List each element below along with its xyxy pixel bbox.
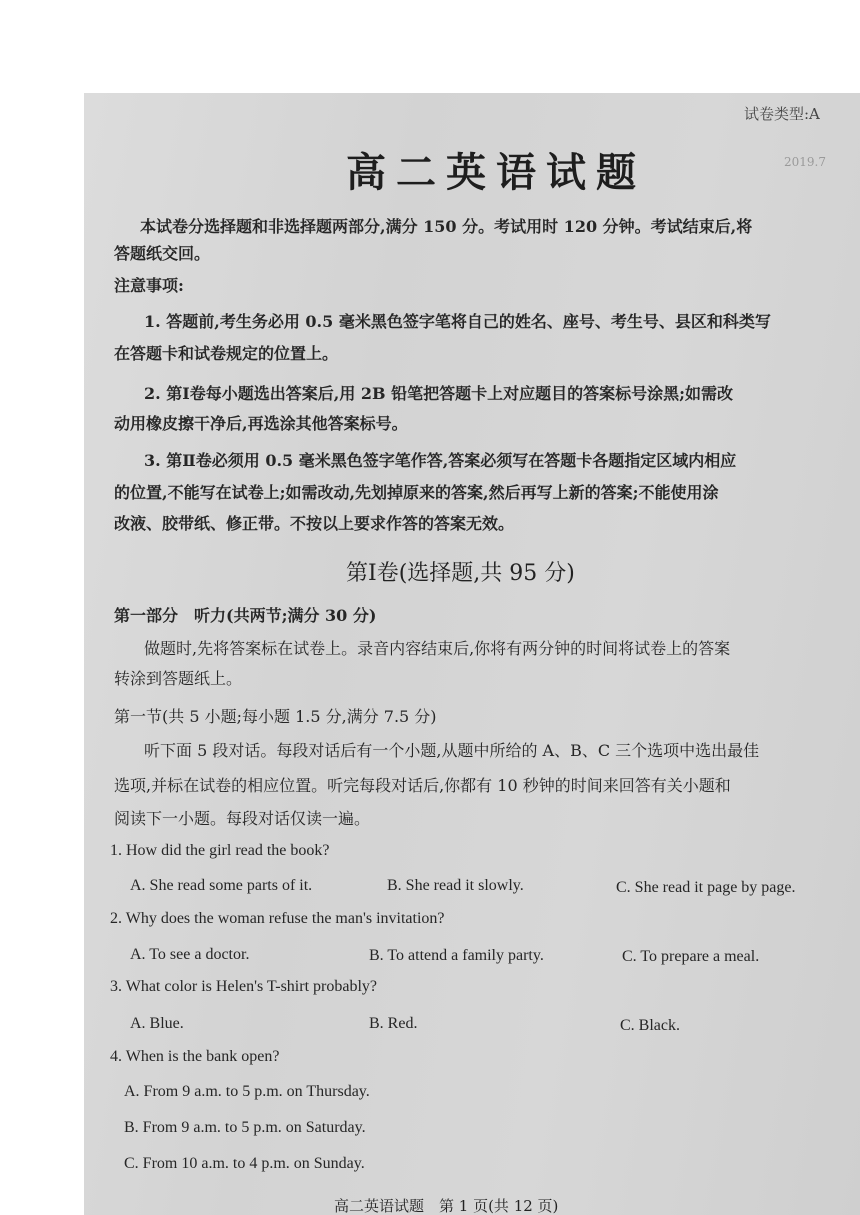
- section1-heading: 第一节(共 5 小题;每小题 1.5 分,满分 7.5 分): [114, 707, 437, 726]
- note-line-1: 1. 答题前,考生务必用 0.5 毫米黑色签字笔将自己的姓名、座号、考生号、县区和科类写: [144, 312, 771, 331]
- question-3-option-a: A. Blue.: [130, 1015, 184, 1032]
- exam-date: 2019.7: [784, 155, 826, 169]
- note-line-4: 动用橡皮擦干净后,再选涂其他答案标号。: [114, 414, 408, 433]
- note-line-2: 在答题卡和试卷规定的位置上。: [114, 344, 339, 363]
- note-line-5: 3. 第Ⅱ卷必须用 0.5 毫米黑色签字笔作答,答案必须写在答题卡各题指定区域内相应: [144, 451, 737, 470]
- paper-type-label: 试卷类型:A: [744, 105, 820, 123]
- exam-page: [84, 93, 860, 1215]
- question-2: 2. Why does the woman refuse the man's invitation?: [110, 910, 445, 927]
- section1-instruction-3: 阅读下一小题。每段对话仅读一遍。: [114, 809, 371, 828]
- note-line-3: 2. 第Ⅰ卷每小题选出答案后,用 2B 铅笔把答题卡上对应题目的答案标号涂黑;如需改: [144, 384, 734, 403]
- question-4-option-c: C. From 10 a.m. to 4 p.m. on Sunday.: [124, 1155, 365, 1172]
- section-title: 第Ⅰ卷(选择题,共 95 分): [346, 561, 575, 586]
- question-3-option-b: B. Red.: [369, 1015, 418, 1032]
- question-2-option-a: A. To see a doctor.: [130, 946, 250, 963]
- question-1-option-b: B. She read it slowly.: [387, 877, 524, 894]
- question-2-option-c: C. To prepare a meal.: [622, 948, 760, 965]
- question-1: 1. How did the girl read the book?: [110, 842, 330, 859]
- note-line-6: 的位置,不能写在试卷上;如需改动,先划掉原来的答案,然后再写上新的答案;不能使用涂: [114, 483, 719, 502]
- page-footer: 高二英语试题 第 1 页(共 12 页): [334, 1197, 559, 1215]
- question-4-option-b: B. From 9 a.m. to 5 p.m. on Saturday.: [124, 1119, 366, 1136]
- part1-instruction-1: 做题时,先将答案标在试卷上。录音内容结束后,你将有两分钟的时间将试卷上的答案: [144, 639, 731, 658]
- question-4: 4. When is the bank open?: [110, 1048, 280, 1065]
- section1-instruction-2: 选项,并标在试卷的相应位置。听完每段对话后,你都有 10 秒钟的时间来回答有关小题和: [114, 776, 731, 795]
- part1-instruction-2: 转涂到答题纸上。: [114, 669, 243, 688]
- intro-line-2: 答题纸交回。: [114, 244, 211, 263]
- question-3-option-c: C. Black.: [620, 1017, 680, 1034]
- question-1-option-c: C. She read it page by page.: [616, 879, 796, 896]
- section1-instruction-1: 听下面 5 段对话。每段对话后有一个小题,从题中所给的 A、B、C 三个选项中选出最佳: [144, 741, 760, 760]
- note-line-7: 改液、胶带纸、修正带。不按以上要求作答的答案无效。: [114, 514, 515, 533]
- question-1-option-a: A. She read some parts of it.: [130, 877, 313, 894]
- intro-line-1: 本试卷分选择题和非选择题两部分,满分 150 分。考试用时 120 分钟。考试结束后,将: [140, 217, 753, 236]
- exam-title: 高二英语试题: [346, 149, 646, 196]
- question-3: 3. What color is Helen's T-shirt probably?: [110, 978, 377, 995]
- notes-heading: 注意事项:: [114, 276, 184, 295]
- question-2-option-b: B. To attend a family party.: [369, 947, 544, 964]
- question-4-option-a: A. From 9 a.m. to 5 p.m. on Thursday.: [124, 1083, 370, 1100]
- part1-heading: 第一部分 听力(共两节;满分 30 分): [114, 606, 377, 625]
